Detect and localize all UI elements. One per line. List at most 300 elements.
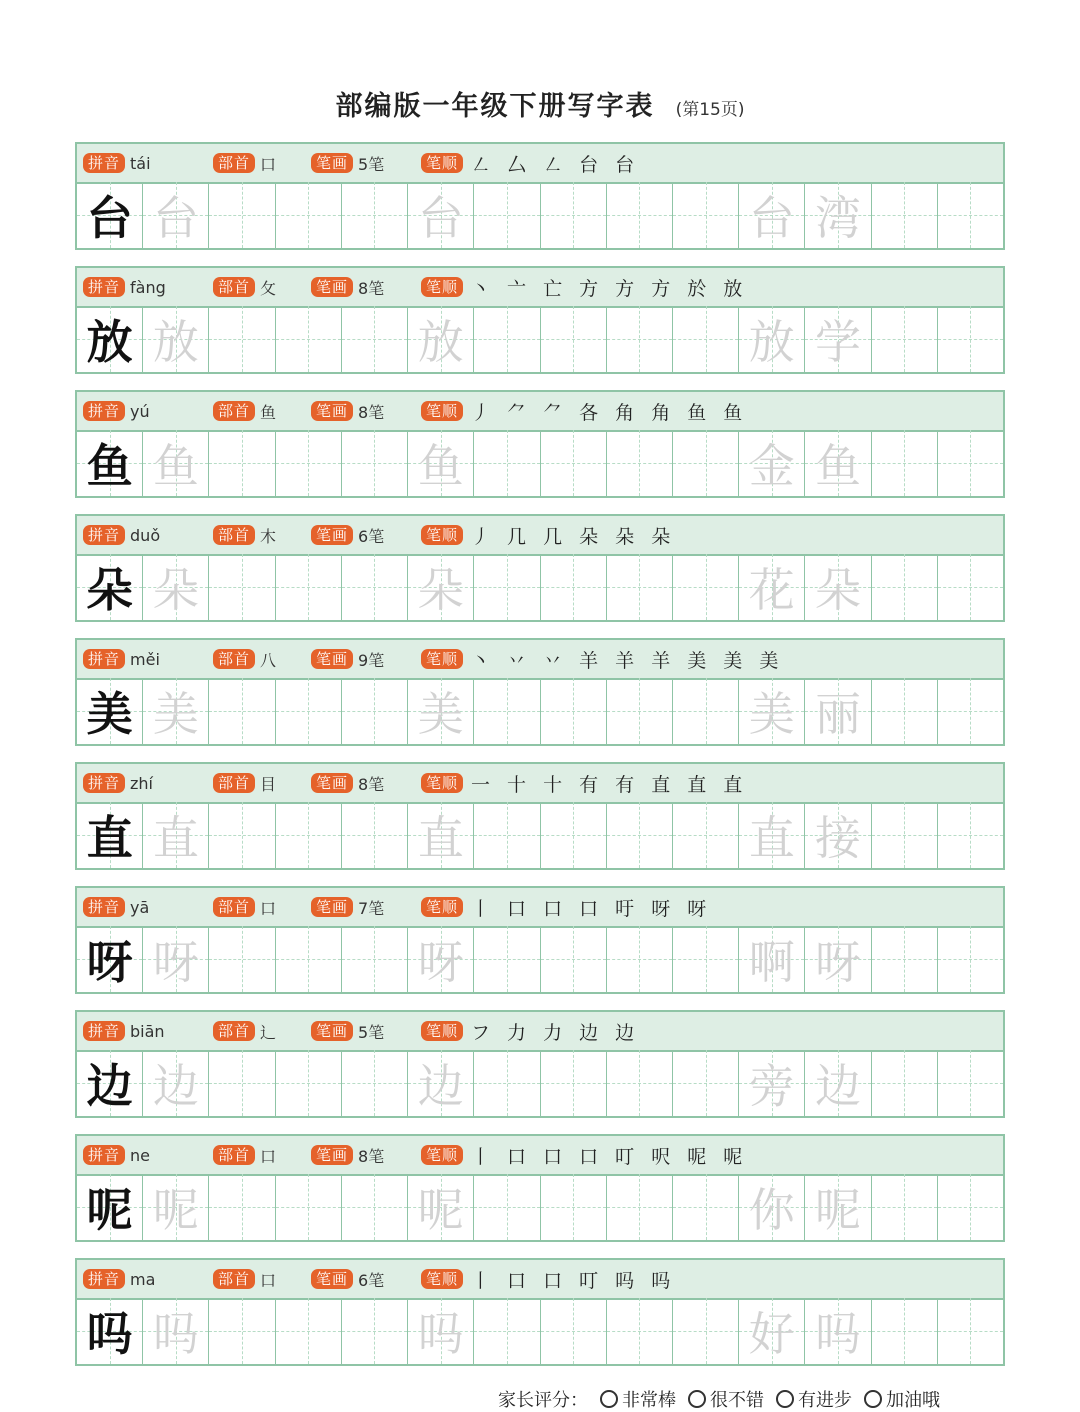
grid-cell[interactable]: [805, 554, 871, 620]
grid-cell[interactable]: [276, 1174, 342, 1240]
character-block: [75, 762, 1005, 870]
grid-cell[interactable]: [739, 554, 805, 620]
model-character: 鱼: [86, 439, 133, 493]
grid-cell[interactable]: [805, 430, 871, 496]
stroke-order-value: フ 力 力 边 边: [471, 1021, 636, 1044]
grid-cell[interactable]: [805, 1050, 871, 1116]
grid-cell[interactable]: [739, 306, 805, 372]
stroke-count-value: 9笔: [358, 650, 385, 670]
model-character: 呢: [86, 1183, 133, 1237]
word-character: 美: [748, 687, 795, 741]
stroke-order-field: [421, 1269, 672, 1292]
grid-cell[interactable]: [209, 182, 275, 248]
grid-cell[interactable]: [872, 430, 938, 496]
grid-cell[interactable]: [474, 430, 540, 496]
grid-cell[interactable]: [276, 182, 342, 248]
pinyin-value: tái: [130, 153, 151, 173]
pinyin-value: yā: [130, 897, 150, 917]
model-character: 呀: [86, 935, 133, 989]
stroke-order-field: [421, 1021, 636, 1044]
pinyin-value: ma: [130, 1269, 156, 1289]
parent-rating-label: 家长评分：: [498, 1390, 588, 1411]
grid-cell[interactable]: [541, 802, 607, 868]
stroke-count-field: [311, 153, 384, 173]
trace-character: 吗: [417, 1307, 464, 1361]
pinyin-tag: 拼音: [83, 1021, 125, 1041]
grid-cell[interactable]: [541, 678, 607, 744]
grid-cell[interactable]: [872, 802, 938, 868]
grid-cell[interactable]: [938, 430, 1003, 496]
pinyin-value: yú: [130, 401, 150, 421]
stroke-order-value: 丿 几 几 朵 朵 朵: [471, 525, 672, 548]
grid-cell[interactable]: [342, 554, 408, 620]
page-number: (第15页): [675, 100, 745, 120]
radical-field: [213, 649, 276, 669]
grid-cell[interactable]: [541, 306, 607, 372]
stroke-order-tag: 笔顺: [421, 401, 463, 421]
grid-cell[interactable]: [276, 1050, 342, 1116]
model-character: 直: [86, 811, 133, 865]
stroke-count-value: 8笔: [358, 402, 385, 422]
pinyin-tag: 拼音: [83, 153, 125, 173]
grid-cell[interactable]: [209, 1050, 275, 1116]
grid-cell[interactable]: [673, 1174, 739, 1240]
stroke-order-value: 一 十 十 有 有 直 直 直: [471, 773, 744, 796]
model-character: 吗: [86, 1307, 133, 1361]
grid-cell[interactable]: [673, 554, 739, 620]
grid-cell[interactable]: [474, 678, 540, 744]
trace-character: 鱼: [417, 439, 464, 493]
radical-tag: 部首: [213, 401, 255, 421]
grid-cell[interactable]: [805, 306, 871, 372]
stroke-count-field: [311, 773, 384, 793]
word-character: 吗: [815, 1307, 862, 1361]
radical-value: 目: [260, 774, 277, 794]
grid-cell[interactable]: [872, 1298, 938, 1364]
word-character: 呢: [815, 1183, 862, 1237]
radical-field: [213, 525, 276, 545]
trace-character: 台: [152, 191, 199, 245]
word-character: 边: [815, 1059, 862, 1113]
grid-cell[interactable]: [474, 802, 540, 868]
character-block: [75, 1258, 1005, 1366]
pinyin-field: [83, 277, 166, 297]
stroke-order-field: [421, 773, 744, 796]
rating-option-circle[interactable]: [864, 1390, 882, 1408]
radical-tag: 部首: [213, 1145, 255, 1165]
trace-character: 放: [417, 315, 464, 369]
grid-cell[interactable]: [938, 1050, 1003, 1116]
stroke-order-value: ㇜ 厶 ㇜ 台 台: [471, 153, 636, 176]
word-character: 鱼: [815, 439, 862, 493]
stroke-count-field: [311, 1145, 384, 1165]
grid-cell[interactable]: [209, 1298, 275, 1364]
stroke-count-tag: 笔画: [311, 1269, 353, 1289]
model-character: 台: [86, 191, 133, 245]
model-character: 美: [86, 687, 133, 741]
grid-cell[interactable]: [739, 182, 805, 248]
character-block: [75, 266, 1005, 374]
grid-cell[interactable]: [541, 926, 607, 992]
grid-cell[interactable]: [607, 926, 673, 992]
stroke-order-tag: 笔顺: [421, 649, 463, 669]
grid-cell[interactable]: [143, 1050, 209, 1116]
trace-character: 呀: [152, 935, 199, 989]
grid-cell[interactable]: [805, 1174, 871, 1240]
pinyin-tag: 拼音: [83, 897, 125, 917]
grid-cell[interactable]: [673, 1298, 739, 1364]
grid-cell[interactable]: [342, 182, 408, 248]
grid-cell[interactable]: [938, 182, 1003, 248]
grid-cell[interactable]: [541, 1298, 607, 1364]
grid-cell[interactable]: [607, 1050, 673, 1116]
grid-cell[interactable]: [872, 554, 938, 620]
pinyin-field: [83, 1145, 150, 1165]
page-title: 部编版一年级下册写字表: [335, 91, 655, 122]
trace-character: 呢: [417, 1183, 464, 1237]
word-character: 放: [748, 315, 795, 369]
grid-cell[interactable]: [474, 554, 540, 620]
grid-cell[interactable]: [739, 1298, 805, 1364]
trace-character: 朵: [417, 563, 464, 617]
stroke-order-value: 丨 口 口 叮 吗 吗: [471, 1269, 672, 1292]
grid-cell[interactable]: [541, 430, 607, 496]
grid-cell[interactable]: [77, 182, 143, 248]
radical-tag: 部首: [213, 897, 255, 917]
character-block: [75, 514, 1005, 622]
grid-cell[interactable]: [673, 926, 739, 992]
grid-cell[interactable]: [607, 802, 673, 868]
writing-grid: [77, 926, 1003, 992]
grid-cell[interactable]: [77, 1174, 143, 1240]
grid-cell[interactable]: [408, 554, 474, 620]
rating-option-circle[interactable]: [688, 1390, 706, 1408]
grid-cell[interactable]: [541, 1174, 607, 1240]
rating-option-circle[interactable]: [600, 1390, 618, 1408]
grid-cell[interactable]: [607, 554, 673, 620]
grid-cell[interactable]: [872, 678, 938, 744]
grid-cell[interactable]: [276, 678, 342, 744]
radical-value: 鱼: [260, 402, 277, 422]
model-character: 放: [86, 315, 133, 369]
rating-option-label: 有进步: [798, 1390, 852, 1411]
grid-cell[interactable]: [342, 1298, 408, 1364]
radical-tag: 部首: [213, 649, 255, 669]
grid-cell[interactable]: [938, 1174, 1003, 1240]
grid-cell[interactable]: [474, 926, 540, 992]
grid-cell[interactable]: [408, 1298, 474, 1364]
grid-cell[interactable]: [739, 926, 805, 992]
grid-cell[interactable]: [805, 678, 871, 744]
word-character: 接: [815, 811, 862, 865]
grid-cell[interactable]: [673, 306, 739, 372]
radical-field: [213, 897, 276, 917]
stroke-count-field: [311, 525, 384, 545]
grid-cell[interactable]: [342, 926, 408, 992]
pinyin-field: [83, 401, 150, 421]
word-character: 朵: [815, 563, 862, 617]
character-block: [75, 1134, 1005, 1242]
writing-grid: [77, 1174, 1003, 1240]
rating-option-label: 很不错: [710, 1390, 764, 1411]
radical-field: [213, 1021, 276, 1041]
rating-option-label: 加油哦: [886, 1390, 940, 1411]
radical-value: 攵: [260, 278, 277, 298]
grid-cell[interactable]: [77, 926, 143, 992]
grid-cell[interactable]: [143, 1174, 209, 1240]
stroke-count-field: [311, 897, 384, 917]
grid-cell[interactable]: [872, 1050, 938, 1116]
grid-cell[interactable]: [474, 1298, 540, 1364]
grid-cell[interactable]: [408, 926, 474, 992]
parent-rating: [498, 1386, 940, 1412]
writing-grid: [77, 306, 1003, 372]
grid-cell[interactable]: [607, 678, 673, 744]
trace-character: 呢: [152, 1183, 199, 1237]
pinyin-value: fàng: [130, 277, 166, 297]
grid-cell[interactable]: [143, 1298, 209, 1364]
stroke-count-value: 8笔: [358, 774, 385, 794]
trace-character: 美: [152, 687, 199, 741]
stroke-count-value: 7笔: [358, 898, 385, 918]
stroke-order-value: 丶 亠 亡 方 方 方 於 放: [471, 277, 744, 300]
character-info-bar: [77, 1012, 1003, 1052]
grid-cell[interactable]: [209, 430, 275, 496]
grid-cell[interactable]: [77, 678, 143, 744]
grid-cell[interactable]: [209, 554, 275, 620]
radical-field: [213, 401, 276, 421]
grid-cell[interactable]: [408, 1174, 474, 1240]
trace-character: 边: [417, 1059, 464, 1113]
grid-cell[interactable]: [739, 802, 805, 868]
grid-cell[interactable]: [938, 1298, 1003, 1364]
grid-cell[interactable]: [408, 1050, 474, 1116]
grid-cell[interactable]: [143, 430, 209, 496]
stroke-order-tag: 笔顺: [421, 277, 463, 297]
grid-cell[interactable]: [143, 306, 209, 372]
pinyin-tag: 拼音: [83, 773, 125, 793]
grid-cell[interactable]: [872, 1174, 938, 1240]
grid-cell[interactable]: [938, 926, 1003, 992]
stroke-order-value: 丨 口 口 口 叮 呎 呢 呢: [471, 1145, 744, 1168]
stroke-count-tag: 笔画: [311, 401, 353, 421]
grid-cell[interactable]: [805, 1298, 871, 1364]
grid-cell[interactable]: [143, 678, 209, 744]
grid-cell[interactable]: [77, 554, 143, 620]
stroke-count-tag: 笔画: [311, 1145, 353, 1165]
pinyin-value: duǒ: [130, 525, 161, 545]
grid-cell[interactable]: [276, 554, 342, 620]
grid-cell[interactable]: [805, 182, 871, 248]
character-info-bar: [77, 1136, 1003, 1176]
grid-cell[interactable]: [276, 430, 342, 496]
radical-value: 口: [260, 898, 277, 918]
grid-cell[interactable]: [805, 802, 871, 868]
trace-character: 鱼: [152, 439, 199, 493]
radical-tag: 部首: [213, 773, 255, 793]
word-character: 好: [748, 1307, 795, 1361]
rating-option-label: 非常棒: [622, 1390, 676, 1411]
grid-cell[interactable]: [77, 1298, 143, 1364]
grid-cell[interactable]: [607, 430, 673, 496]
pinyin-field: [83, 773, 153, 793]
grid-cell[interactable]: [342, 802, 408, 868]
grid-cell[interactable]: [143, 926, 209, 992]
grid-cell[interactable]: [673, 182, 739, 248]
pinyin-field: [83, 1021, 165, 1041]
pinyin-field: [83, 897, 149, 917]
grid-cell[interactable]: [739, 678, 805, 744]
writing-grid: [77, 554, 1003, 620]
grid-cell[interactable]: [541, 1050, 607, 1116]
stroke-order-tag: 笔顺: [421, 1269, 463, 1289]
character-block: [75, 390, 1005, 498]
stroke-order-value: 丶 丷 丷 羊 羊 羊 美 美 美: [471, 649, 780, 672]
grid-cell[interactable]: [607, 1298, 673, 1364]
pinyin-value: ne: [130, 1145, 150, 1165]
grid-cell[interactable]: [408, 678, 474, 744]
stroke-order-value: 丿 ⺈ ⺈ 各 角 角 鱼 鱼: [471, 401, 744, 424]
radical-tag: 部首: [213, 525, 255, 545]
grid-cell[interactable]: [739, 430, 805, 496]
grid-cell[interactable]: [607, 306, 673, 372]
grid-cell[interactable]: [673, 1050, 739, 1116]
word-character: 金: [748, 439, 795, 493]
grid-cell[interactable]: [209, 802, 275, 868]
word-character: 湾: [815, 191, 862, 245]
word-character: 台: [748, 191, 795, 245]
grid-cell[interactable]: [77, 430, 143, 496]
stroke-order-tag: 笔顺: [421, 1145, 463, 1165]
trace-character: 呀: [417, 935, 464, 989]
grid-cell[interactable]: [805, 926, 871, 992]
grid-cell[interactable]: [474, 306, 540, 372]
grid-cell[interactable]: [938, 306, 1003, 372]
stroke-order-field: [421, 277, 744, 300]
grid-cell[interactable]: [276, 926, 342, 992]
radical-value: 口: [260, 1270, 277, 1290]
stroke-order-tag: 笔顺: [421, 1021, 463, 1041]
stroke-count-field: [311, 1021, 384, 1041]
stroke-count-tag: 笔画: [311, 897, 353, 917]
grid-cell[interactable]: [77, 802, 143, 868]
grid-cell[interactable]: [673, 430, 739, 496]
pinyin-tag: 拼音: [83, 401, 125, 421]
grid-cell[interactable]: [673, 802, 739, 868]
pinyin-tag: 拼音: [83, 1269, 125, 1289]
grid-cell[interactable]: [342, 306, 408, 372]
stroke-count-field: [311, 1269, 384, 1289]
grid-cell[interactable]: [408, 802, 474, 868]
stroke-order-tag: 笔顺: [421, 525, 463, 545]
character-info-bar: [77, 640, 1003, 680]
stroke-count-tag: 笔画: [311, 525, 353, 545]
grid-cell[interactable]: [143, 802, 209, 868]
character-info-bar: [77, 392, 1003, 432]
grid-cell[interactable]: [342, 430, 408, 496]
writing-grid: [77, 802, 1003, 868]
grid-cell[interactable]: [77, 306, 143, 372]
grid-cell[interactable]: [673, 678, 739, 744]
stroke-count-tag: 笔画: [311, 277, 353, 297]
grid-cell[interactable]: [342, 678, 408, 744]
grid-cell[interactable]: [739, 1050, 805, 1116]
radical-tag: 部首: [213, 1269, 255, 1289]
grid-cell[interactable]: [143, 182, 209, 248]
grid-cell[interactable]: [408, 182, 474, 248]
model-character: 朵: [86, 563, 133, 617]
grid-cell[interactable]: [872, 306, 938, 372]
grid-cell[interactable]: [209, 926, 275, 992]
grid-cell[interactable]: [342, 1174, 408, 1240]
grid-cell[interactable]: [541, 554, 607, 620]
grid-cell[interactable]: [209, 1174, 275, 1240]
grid-cell[interactable]: [408, 430, 474, 496]
grid-cell[interactable]: [474, 182, 540, 248]
grid-cell[interactable]: [276, 1298, 342, 1364]
character-info-bar: [77, 268, 1003, 308]
grid-cell[interactable]: [739, 1174, 805, 1240]
trace-character: 美: [417, 687, 464, 741]
character-info-bar: [77, 764, 1003, 804]
stroke-order-field: [421, 649, 780, 672]
grid-cell[interactable]: [276, 802, 342, 868]
grid-cell[interactable]: [143, 554, 209, 620]
grid-cell[interactable]: [408, 306, 474, 372]
stroke-count-value: 5笔: [358, 1022, 385, 1042]
grid-cell[interactable]: [276, 306, 342, 372]
character-info-bar: [77, 1260, 1003, 1300]
stroke-count-tag: 笔画: [311, 153, 353, 173]
stroke-count-value: 8笔: [358, 278, 385, 298]
grid-cell[interactable]: [607, 182, 673, 248]
radical-value: 辶: [260, 1022, 277, 1042]
grid-cell[interactable]: [938, 554, 1003, 620]
writing-grid: [77, 1298, 1003, 1364]
grid-cell[interactable]: [541, 182, 607, 248]
grid-cell[interactable]: [872, 182, 938, 248]
word-character: 旁: [748, 1059, 795, 1113]
radical-field: [213, 773, 276, 793]
word-character: 学: [815, 315, 862, 369]
stroke-order-field: [421, 1145, 744, 1168]
stroke-order-tag: 笔顺: [421, 153, 463, 173]
radical-tag: 部首: [213, 1021, 255, 1041]
pinyin-value: zhí: [130, 773, 153, 793]
stroke-order-field: [421, 897, 708, 920]
grid-cell[interactable]: [607, 1174, 673, 1240]
character-info-bar: [77, 888, 1003, 928]
grid-cell[interactable]: [209, 306, 275, 372]
grid-cell[interactable]: [938, 678, 1003, 744]
grid-cell[interactable]: [474, 1050, 540, 1116]
grid-cell[interactable]: [938, 802, 1003, 868]
grid-cell[interactable]: [77, 1050, 143, 1116]
rating-option-circle[interactable]: [776, 1390, 794, 1408]
grid-cell[interactable]: [209, 678, 275, 744]
character-block: [75, 638, 1005, 746]
word-character: 你: [748, 1183, 795, 1237]
grid-cell[interactable]: [872, 926, 938, 992]
pinyin-tag: 拼音: [83, 277, 125, 297]
radical-value: 木: [260, 526, 277, 546]
trace-character: 直: [417, 811, 464, 865]
grid-cell[interactable]: [474, 1174, 540, 1240]
grid-cell[interactable]: [342, 1050, 408, 1116]
stroke-count-tag: 笔画: [311, 773, 353, 793]
page-header: [0, 84, 1080, 123]
radical-field: [213, 277, 276, 297]
